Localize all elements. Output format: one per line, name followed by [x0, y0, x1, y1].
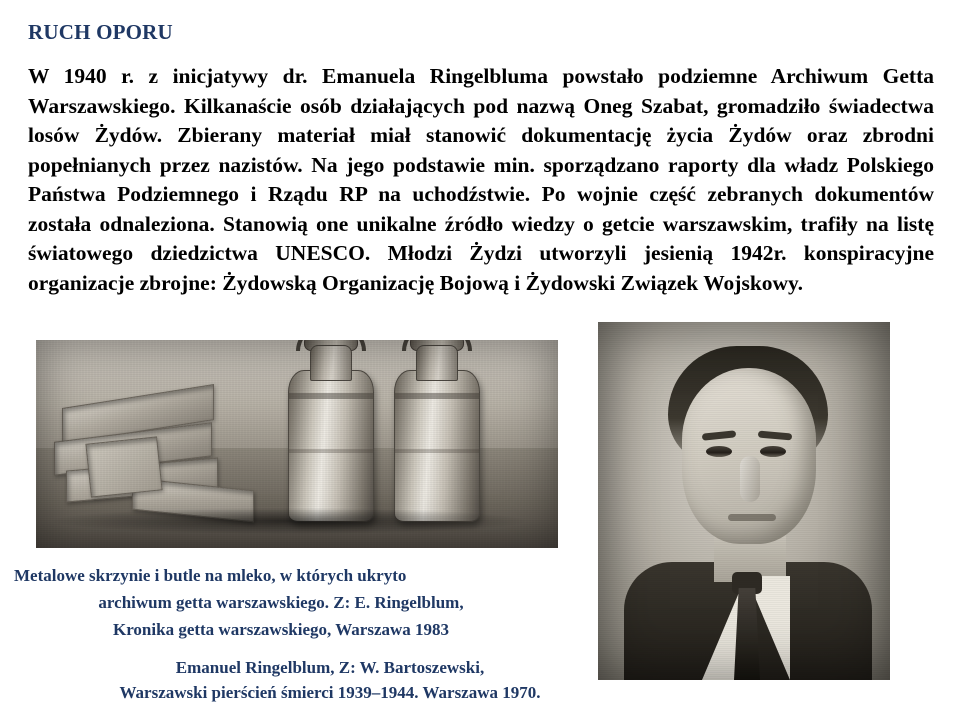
caption-left-line-2: archiwum getta warszawskiego. Z: E. Ringelblum,: [98, 593, 464, 612]
caption-portrait-line-1: Emanuel Ringelblum, Z: W. Bartoszewski,: [175, 658, 485, 677]
caption-portrait-line-2: Warszawski pierścień śmierci 1939–1944. Warszawa 1970.: [119, 683, 541, 702]
caption-portrait: [60, 655, 600, 705]
page-title: RUCH OPORU: [28, 20, 173, 44]
caption-left-line-1: Metalowe skrzynie i butle na mleko, w których ukryto: [14, 566, 407, 585]
photo-left-vignette: [36, 340, 558, 548]
portrait-vignette: [598, 322, 890, 680]
caption-left-line-3: Kronika getta warszawskiego, Warszawa 1983: [112, 620, 450, 639]
photo-portrait-emanuel-ringelblum: [598, 322, 890, 680]
photo-metal-boxes-and-milk-cans: [36, 340, 558, 548]
caption-left-photo: [8, 562, 554, 643]
body-paragraph: W 1940 r. z inicjatywy dr. Emanuela Ringelbluma powstało podziemne Archiwum Getta Warszawskiego. Kilkanaście osób działających pod nazwą Oneg Szabat, gromadziło świadectwa losów Żydów. Zbierany materiał miał stanowić dokumentację życia Żydów oraz zbrodni popełnianych przez nazistów. Na jego podstawie min. sporządzano raporty dla władz Polskiego Państwa Podziemnego i Rządu RP na uchodźstwie. Po wojnie część zebranych dokumentów została odnaleziona. Stanowią one unikalne źródło wiedzy o getcie warszawskim, trafiły na listę światowego dziedzictwa UNESCO. Młodzi Żydzi utworzyli jesienią 1942r. konspiracyjne organizacje zbrojne: Żydowską Organizację Bojową i Żydowski Związek Wojskowy.: [28, 64, 934, 295]
